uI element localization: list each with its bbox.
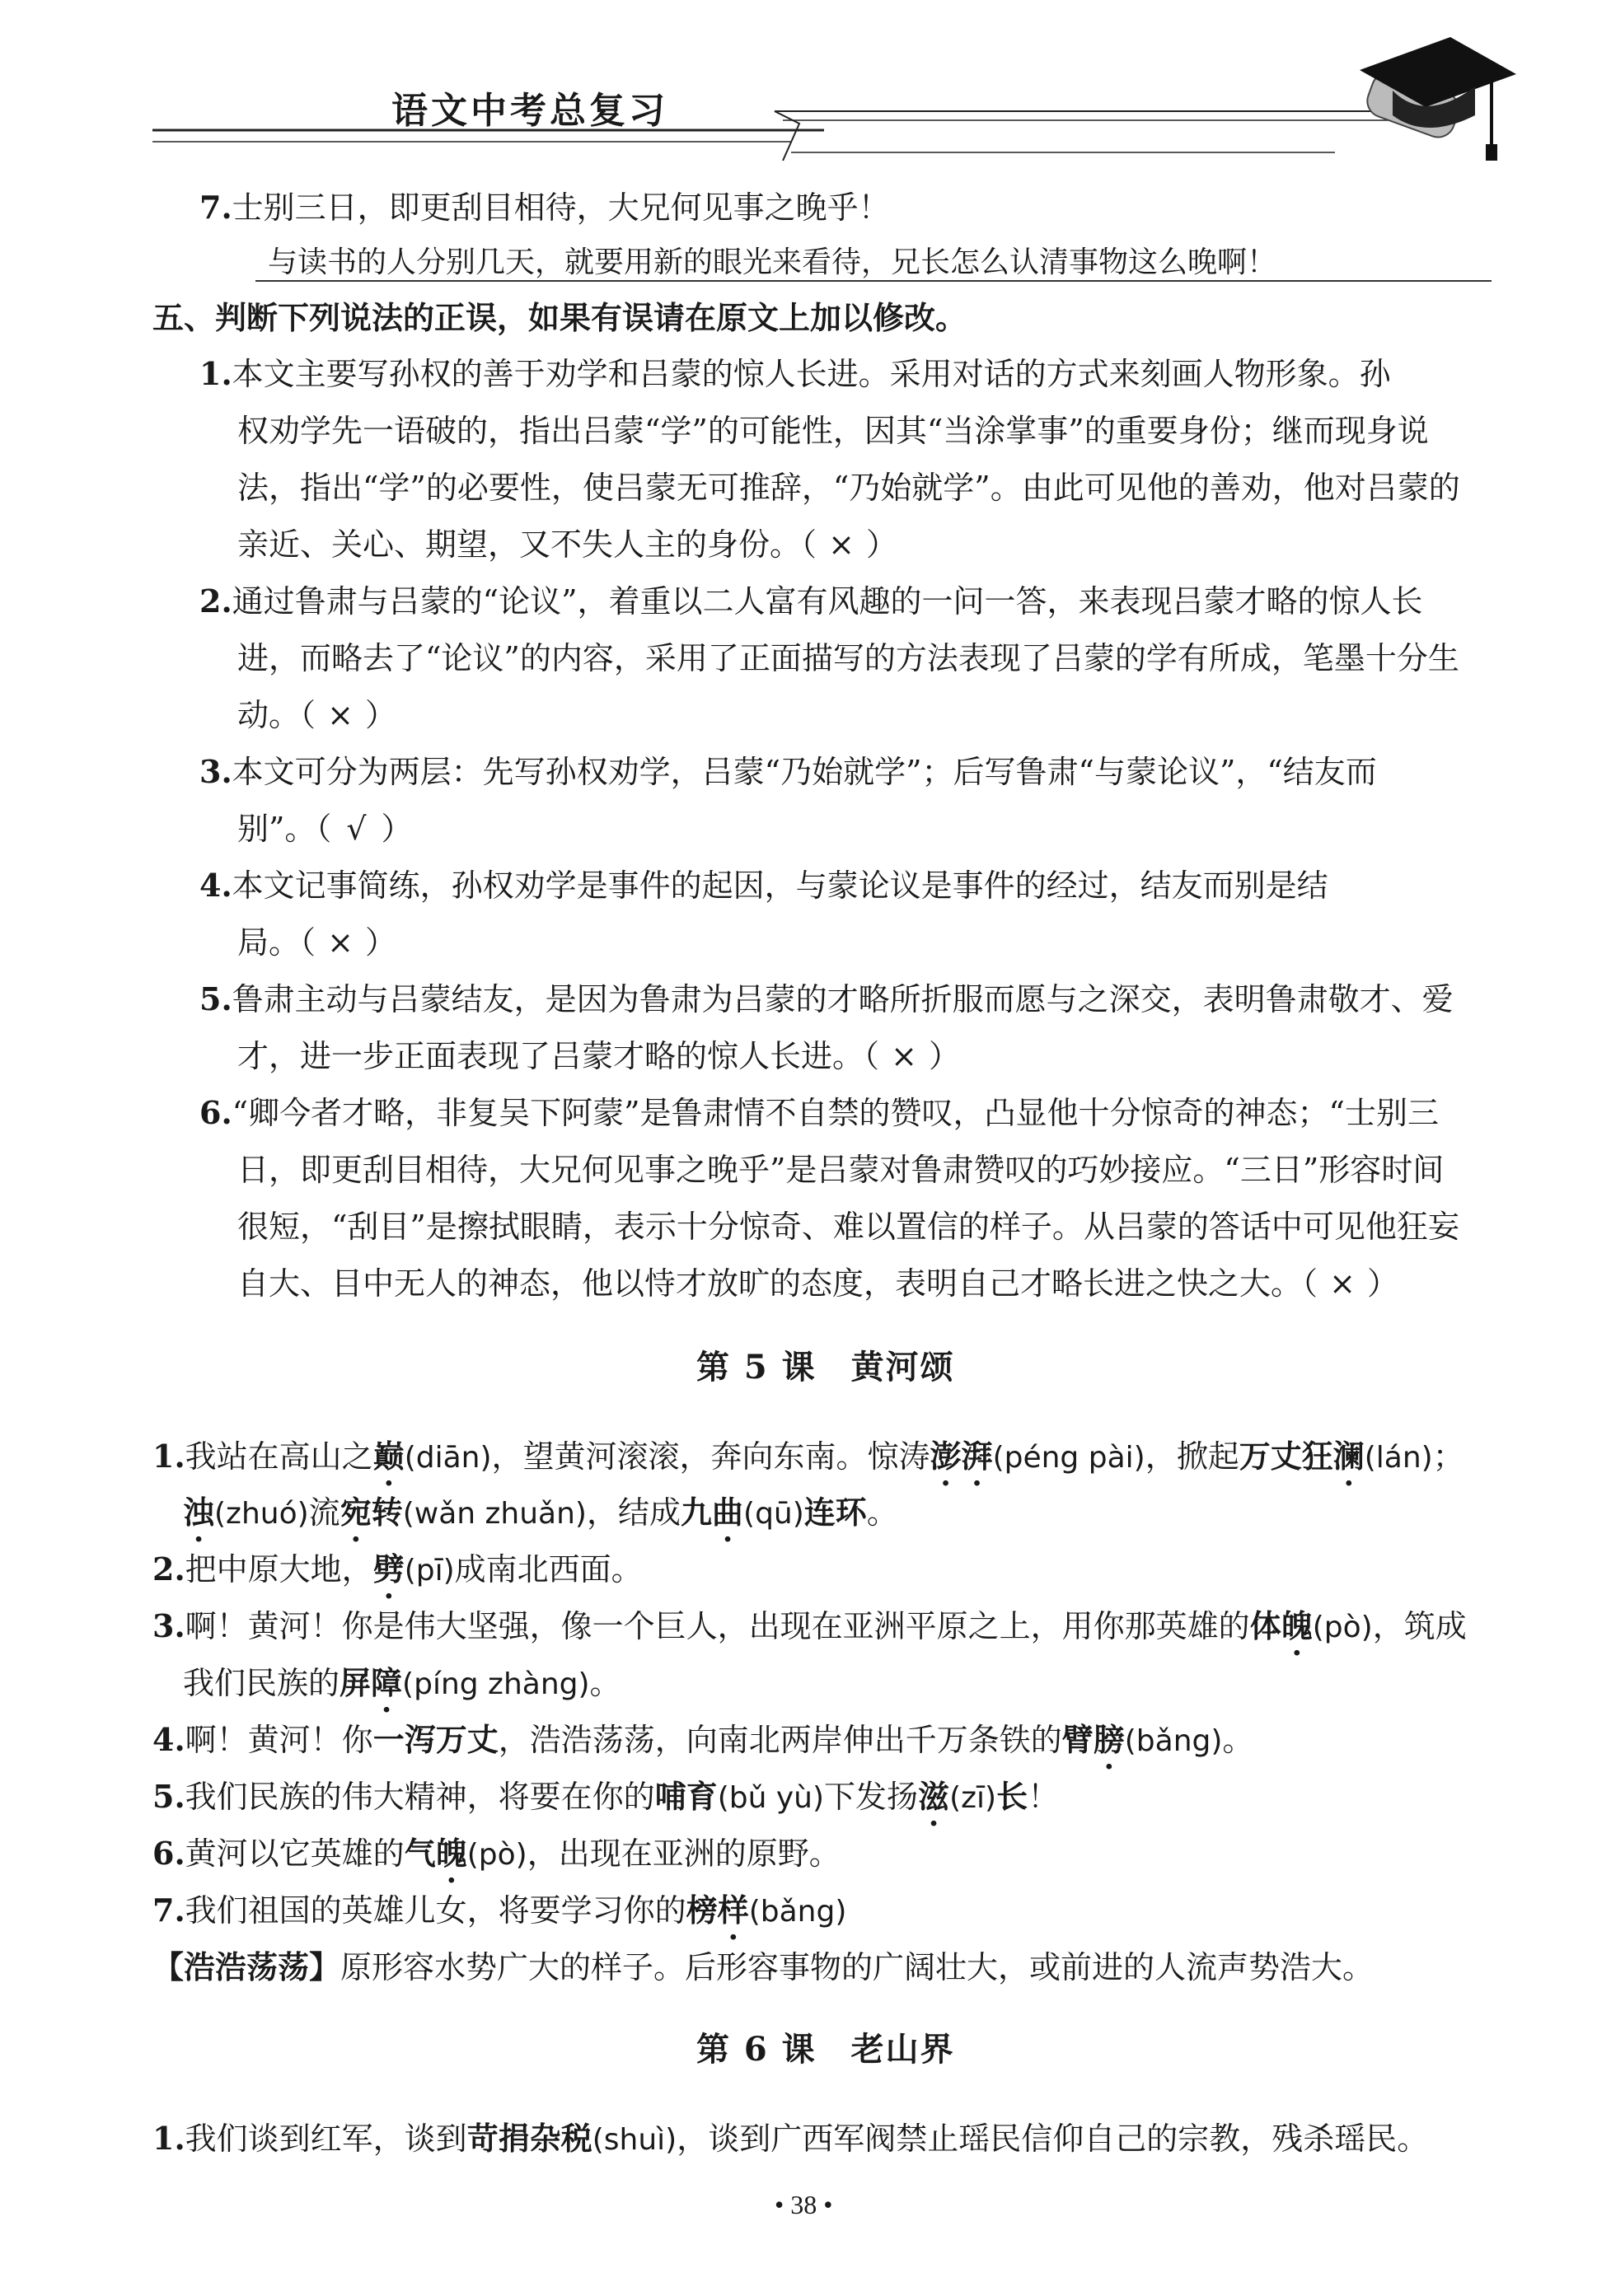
- lesson5-line-1b: 浊(zhuó)流宛转(wǎn zhuǎn)，结成九曲(qū)连环。: [183, 1494, 898, 1531]
- judgement-mark: ×: [1329, 1265, 1356, 1302]
- idiom-note: 【浩浩荡荡】原形容水势广大的样子。后形容事物的广阔壮大，或前进的人流声势浩大。: [152, 1948, 1375, 1985]
- header-banner: [148, 33, 1516, 173]
- lesson5-line-4: 4.啊！黄河！你一泻万丈，浩浩荡荡，向南北两岸伸出千万条铁的臂膀(bǎng)。: [152, 1721, 1254, 1758]
- judgement-mark: ×: [891, 1038, 917, 1074]
- lesson5-line-5: 5.我们民族的伟大精神，将要在你的哺育(bǔ yù)下发扬滋(zī)长！: [152, 1778, 1060, 1815]
- page-header-title: 语文中考总复习: [391, 90, 668, 132]
- lesson6-line-1: 1.我们谈到红军，谈到苛捐杂税(shuì)，谈到广西军阀禁止瑶民信仰自己的宗教，残杀瑶民。: [152, 2120, 1429, 2157]
- judgement-mark: ×: [828, 526, 855, 563]
- lesson-5-title: 第 5 课 黄河颂: [696, 1348, 955, 1386]
- judgement-mark: √: [346, 811, 367, 847]
- judgement-mark: ×: [327, 697, 354, 733]
- judgement-mark: ×: [327, 924, 354, 961]
- question-7-answer: 与读书的人分别几天，就要用新的眼光来看待，兄长怎么认清事物这么晚啊！: [268, 245, 1277, 279]
- lesson5-line-2: 2.把中原大地，劈(pī)成南北西面。: [152, 1550, 643, 1588]
- lesson5-line-3b: 我们民族的屏障(píng zhàng)。: [183, 1664, 621, 1701]
- lesson5-line-1: 1.我站在高山之巅(diān)，望黄河滚滚，奔向东南。惊涛澎湃(péng pài)，掀起万丈狂澜(lán)；: [152, 1438, 1464, 1475]
- graduation-cap-icon: [1335, 25, 1524, 165]
- lesson5-line-3: 3.啊！黄河！你是伟大坚强，像一个巨人，出现在亚洲平原之上，用你那英雄的体魄(pò)，筑成: [152, 1607, 1467, 1644]
- page-number: • 38 •: [775, 2190, 833, 2219]
- lesson-6-title: 第 6 课 老山界: [696, 2030, 955, 2069]
- lesson5-line-7: 7.我们祖国的英雄儿女，将要学习你的榜样(bǎng): [152, 1892, 847, 1929]
- question-7: 7.士别三日，即更刮目相待，大兄何见事之晚乎！: [199, 189, 890, 226]
- lesson5-line-6: 6.黄河以它英雄的气魄(pò)，出现在亚洲的原野。: [152, 1835, 841, 1872]
- answer-underline: [255, 280, 1492, 282]
- section-5-title: 五、判断下列说法的正误，如果有误请在原文上加以修改。: [152, 299, 967, 336]
